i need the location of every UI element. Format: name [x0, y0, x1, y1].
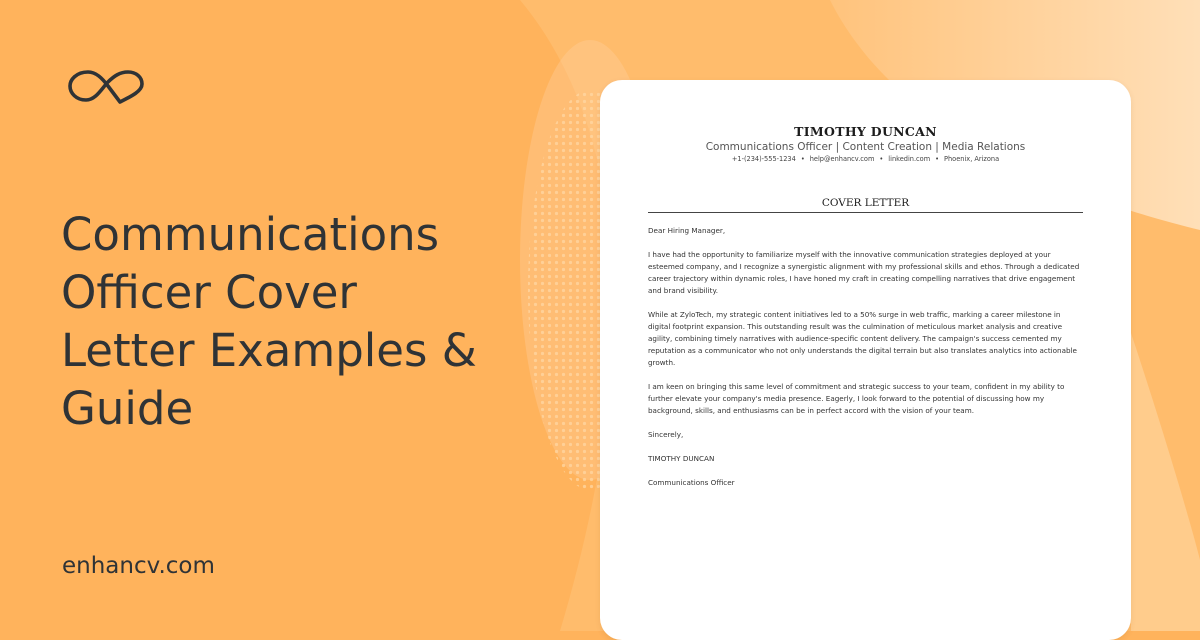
contact-info: [600, 155, 1131, 163]
section-title: COVER LETTER: [648, 197, 1083, 213]
letter-paragraph: I have had the opportunity to familiarize myself with the innovative communication strategies deployed at your esteemed company, and I recognize a synergistic alignment with my professional skills and ethos. Through a dedicated career trajectory within dynamic roles, I have honed my craft in creating compelling narratives that drive engagement and brand visibility.: [648, 250, 1080, 295]
letter-paragraph: I am keen on bringing this same level of commitment and strategic success to your team, confident in my ability to further elevate your company's media presence. Eagerly, I look forward to the potential of discussing how my background, skills, and enthusiasms can be in perfect accord with the vision of your team.: [648, 382, 1065, 415]
contact-email: help@enhancv.com: [809, 155, 875, 163]
signature-title: Communications Officer: [648, 478, 735, 487]
letter-greeting: Dear Hiring Manager,: [648, 226, 726, 235]
bullet-separator: •: [879, 155, 884, 163]
cover-letter-preview: [600, 80, 1131, 640]
contact-location: Phoenix, Arizona: [944, 155, 1000, 163]
contact-linkedin: linkedin.com: [888, 155, 931, 163]
bullet-separator: •: [800, 155, 805, 163]
letter-paragraph: While at ZyloTech, my strategic content initiatives led to a 50% surge in web traffic, marking a career milestone in digital footprint expansion. This outstanding result was the culmination of meticulous market analysis and creative agility, combining timely narratives with audience-specific content delivery. The campaign's success cemented my reputation as a communicator who not only understands the digital terrain but also translates analytics into actionable growth.: [648, 310, 1077, 367]
headline-line: Officer Cover: [61, 266, 357, 319]
applicant-name: TIMOTHY DUNCAN: [794, 124, 937, 139]
letter-closing: Sincerely,: [648, 430, 684, 439]
headline-line: Guide: [61, 382, 194, 435]
headline-line: Letter Examples &: [61, 324, 477, 377]
page-headline: [61, 206, 561, 438]
enhancv-infinity-heart-icon[interactable]: [66, 64, 146, 106]
contact-phone: +1-(234)-555-1234: [731, 155, 796, 163]
bullet-separator: •: [935, 155, 940, 163]
headline-line: Communications: [61, 208, 440, 261]
letter-body: [648, 225, 1085, 501]
signature-name: TIMOTHY DUNCAN: [648, 454, 715, 463]
website-link[interactable]: enhancv.com: [62, 553, 215, 579]
applicant-subtitle: Communications Officer | Content Creation | Media Relations: [705, 141, 1026, 153]
